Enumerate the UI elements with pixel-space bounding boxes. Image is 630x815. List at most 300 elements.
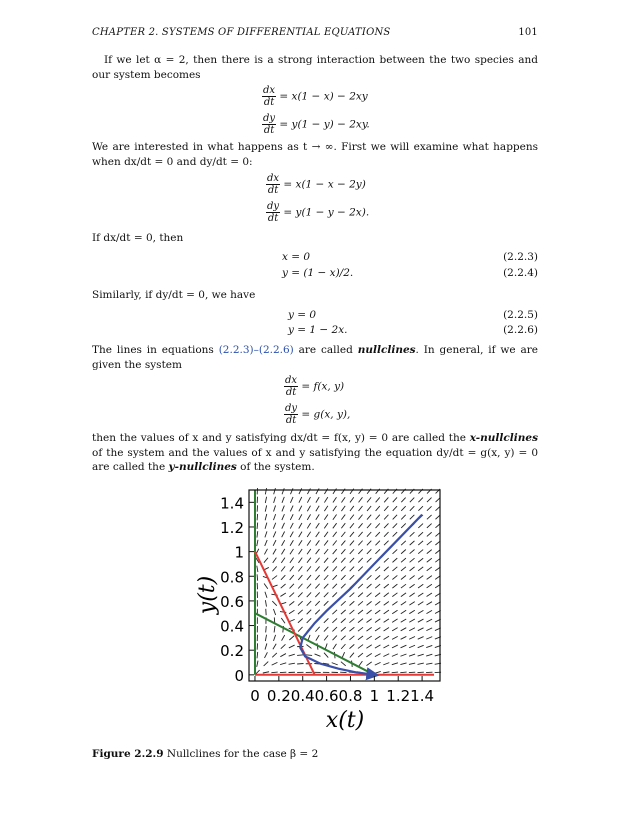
field-arrow bbox=[409, 584, 414, 588]
field-arrow bbox=[299, 488, 302, 494]
field-arrow bbox=[375, 627, 380, 631]
field-arrow bbox=[265, 505, 266, 511]
field-arrow bbox=[410, 567, 415, 571]
field-arrow bbox=[375, 549, 380, 553]
field-arrow bbox=[367, 549, 371, 554]
field-arrow bbox=[281, 618, 285, 623]
field-arrow bbox=[409, 610, 414, 613]
term-nullclines: nullclines bbox=[357, 344, 416, 356]
field-arrow bbox=[271, 672, 277, 673]
field-arrow bbox=[332, 584, 336, 589]
field-arrow bbox=[282, 523, 285, 529]
x-tick-label: 1.4 bbox=[410, 687, 435, 705]
field-arrow bbox=[376, 497, 380, 502]
field-arrow bbox=[265, 635, 266, 641]
field-arrow bbox=[307, 610, 312, 615]
field-arrow bbox=[349, 627, 354, 631]
field-arrow bbox=[272, 662, 278, 665]
field-arrow bbox=[290, 558, 294, 563]
field-arrow bbox=[400, 654, 406, 656]
field-arrow bbox=[418, 558, 423, 562]
field-arrow bbox=[376, 523, 380, 528]
field-arrow bbox=[264, 584, 268, 589]
field-arrow bbox=[298, 592, 302, 597]
field-arrow bbox=[257, 574, 258, 580]
field-arrow bbox=[401, 636, 407, 639]
field-arrow bbox=[298, 566, 302, 571]
field-arrow bbox=[409, 636, 415, 639]
field-arrow bbox=[333, 644, 337, 649]
field-arrow bbox=[418, 637, 424, 640]
field-arrow bbox=[358, 506, 362, 511]
x-tick-label: 0.2 bbox=[266, 687, 291, 705]
field-arrow bbox=[281, 558, 285, 563]
field-arrow bbox=[332, 610, 337, 614]
field-arrow bbox=[384, 532, 388, 537]
field-arrow bbox=[358, 584, 363, 588]
field-arrow bbox=[265, 600, 266, 606]
field-arrow bbox=[384, 584, 389, 588]
field-arrow bbox=[392, 602, 397, 606]
field-arrow bbox=[418, 541, 423, 545]
field-arrow bbox=[265, 531, 267, 537]
field-arrow bbox=[350, 497, 354, 502]
y-tick-label: 0.4 bbox=[220, 617, 244, 636]
field-arrow bbox=[281, 584, 286, 588]
field-arrow bbox=[266, 626, 267, 632]
field-arrow bbox=[367, 593, 372, 597]
field-arrow bbox=[265, 523, 267, 529]
field-arrow bbox=[315, 584, 319, 589]
field-arrow bbox=[367, 584, 372, 588]
system-2-eq1: $\frac{dx}{dt}$ = x(1 − x − 2y) bbox=[267, 173, 366, 196]
field-arrow bbox=[298, 558, 302, 563]
field-arrow bbox=[272, 601, 277, 606]
field-arrow bbox=[426, 637, 432, 640]
field-arrow bbox=[409, 619, 415, 622]
field-arrow bbox=[281, 549, 284, 554]
field-arrow bbox=[418, 619, 424, 622]
field-arrow bbox=[298, 601, 303, 605]
field-arrow bbox=[400, 663, 406, 665]
field-arrow bbox=[265, 592, 267, 598]
field-arrow bbox=[384, 575, 389, 579]
field-arrow bbox=[418, 645, 424, 647]
field-arrow bbox=[257, 652, 258, 658]
system-1-eq2: $\frac{dy}{dt}$ = y(1 − y) − 2xy. bbox=[263, 113, 370, 136]
field-arrow bbox=[384, 523, 388, 528]
field-arrow bbox=[307, 523, 310, 528]
field-arrow bbox=[272, 566, 276, 571]
y-tick-label: 0.6 bbox=[220, 592, 244, 611]
field-arrow bbox=[273, 644, 276, 649]
field-arrow bbox=[410, 506, 414, 511]
field-arrow bbox=[307, 514, 310, 519]
field-arrow bbox=[384, 497, 388, 502]
field-arrow bbox=[298, 575, 302, 580]
field-arrow bbox=[427, 567, 432, 571]
field-arrow bbox=[282, 532, 285, 538]
paragraph-2: We are interested in what happens as t → ∞. First we will examine what happens when dx/dt = 0 and dy/dt = 0: bbox=[92, 141, 538, 168]
field-arrow bbox=[350, 653, 354, 658]
field-arrow bbox=[273, 523, 275, 529]
field-arrow bbox=[366, 653, 371, 656]
field-arrow bbox=[392, 628, 398, 631]
field-arrow bbox=[333, 515, 337, 520]
field-arrow bbox=[350, 567, 354, 572]
field-arrow bbox=[316, 532, 320, 537]
field-arrow bbox=[384, 558, 389, 562]
field-arrow bbox=[341, 601, 346, 605]
field-arrow bbox=[307, 575, 311, 580]
field-arrow bbox=[427, 593, 432, 596]
field-arrow bbox=[409, 628, 415, 631]
field-arrow bbox=[341, 636, 346, 640]
field-arrow bbox=[418, 610, 423, 613]
field-arrow bbox=[384, 506, 388, 511]
field-arrow bbox=[341, 506, 345, 511]
field-arrow bbox=[316, 497, 319, 503]
field-arrow bbox=[367, 506, 371, 511]
field-arrow bbox=[375, 662, 381, 665]
field-arrow bbox=[350, 558, 354, 563]
field-arrow bbox=[273, 609, 275, 615]
field-arrow bbox=[324, 592, 328, 597]
system-3-eq1: $\frac{dx}{dt}$ = f(x, y) bbox=[285, 375, 345, 398]
field-arrow bbox=[265, 497, 266, 503]
field-arrow bbox=[315, 601, 319, 606]
field-arrow bbox=[298, 584, 302, 589]
field-arrow bbox=[384, 601, 389, 605]
field-arrow bbox=[315, 592, 319, 597]
field-arrow bbox=[418, 576, 423, 580]
field-arrow bbox=[393, 523, 397, 528]
field-arrow bbox=[375, 575, 380, 579]
field-arrow bbox=[409, 654, 415, 656]
field-arrow bbox=[350, 506, 354, 511]
field-arrow bbox=[349, 619, 354, 623]
field-arrow bbox=[341, 532, 345, 537]
field-arrow bbox=[375, 532, 379, 537]
field-arrow bbox=[366, 645, 371, 649]
field-arrow bbox=[426, 619, 432, 622]
field-arrow bbox=[418, 654, 424, 656]
field-arrow bbox=[427, 532, 432, 536]
field-arrow bbox=[409, 645, 415, 647]
field-arrow bbox=[324, 523, 328, 528]
field-arrow bbox=[410, 515, 415, 519]
field-arrow bbox=[316, 540, 320, 545]
field-arrow bbox=[358, 549, 362, 554]
field-arrow bbox=[257, 566, 258, 572]
field-arrow bbox=[375, 671, 381, 673]
field-arrow bbox=[366, 662, 371, 666]
field-arrow bbox=[392, 593, 397, 597]
field-arrow bbox=[341, 558, 345, 563]
field-arrow bbox=[290, 532, 293, 538]
field-arrow bbox=[427, 550, 432, 554]
field-arrow bbox=[358, 515, 362, 520]
field-arrow bbox=[299, 532, 302, 537]
field-arrow bbox=[272, 653, 277, 657]
y-tick-label: 0 bbox=[234, 666, 244, 685]
field-arrow bbox=[274, 497, 276, 503]
field-arrow bbox=[350, 541, 354, 546]
field-arrow bbox=[299, 540, 302, 545]
x-tick-label: 0.8 bbox=[338, 687, 363, 705]
field-arrow bbox=[392, 672, 398, 673]
y-tick-label: 1.2 bbox=[220, 518, 244, 537]
field-arrow bbox=[350, 523, 354, 528]
field-arrow bbox=[367, 558, 372, 562]
field-arrow bbox=[401, 506, 405, 511]
field-arrow bbox=[273, 549, 276, 555]
field-arrow bbox=[333, 532, 337, 537]
field-arrow bbox=[307, 488, 310, 494]
field-arrow bbox=[384, 636, 390, 639]
field-arrow bbox=[307, 618, 312, 623]
field-arrow bbox=[316, 635, 319, 640]
field-arrow bbox=[376, 506, 380, 511]
system-1-eq1: $\frac{dx}{dt}$ = x(1 − x) − 2xy bbox=[263, 85, 368, 108]
field-arrow bbox=[367, 601, 372, 605]
field-arrow bbox=[401, 498, 405, 503]
equation-reference-link[interactable]: (2.2.3)–(2.2.6) bbox=[218, 344, 294, 356]
field-arrow bbox=[418, 584, 423, 588]
field-arrow bbox=[401, 610, 406, 613]
field-arrow bbox=[306, 655, 312, 656]
field-arrow bbox=[418, 628, 424, 631]
field-arrow bbox=[282, 488, 284, 494]
field-arrow bbox=[273, 635, 275, 641]
field-arrow bbox=[341, 619, 346, 623]
field-arrow bbox=[401, 558, 406, 562]
field-arrow bbox=[298, 610, 303, 614]
field-arrow bbox=[418, 663, 424, 664]
field-arrow bbox=[282, 506, 284, 512]
paragraph-5: The lines in equations (2.2.3)–(2.2.6) are called nullclines. In general, if we are given the system bbox=[92, 344, 538, 371]
field-arrow bbox=[324, 497, 327, 502]
equation-2-2-4: y = (1 − x)/2. bbox=[282, 267, 354, 279]
field-arrow bbox=[401, 593, 406, 597]
field-arrow bbox=[341, 610, 346, 614]
field-arrow bbox=[349, 636, 354, 640]
field-arrow bbox=[282, 635, 285, 641]
field-arrow bbox=[324, 514, 328, 519]
paragraph-6: then the values of x and y satisfying dx/dt = f(x, y) = 0 are called the x-nullclines of the system and the values of x and y satisfying the equation dy/dt = g(x, y) = 0 are called the y-nullclines of the system. bbox=[92, 432, 538, 474]
field-arrow bbox=[273, 514, 275, 520]
field-arrow bbox=[410, 576, 415, 580]
field-arrow bbox=[289, 636, 294, 640]
field-arrow bbox=[289, 654, 295, 656]
field-arrow bbox=[418, 602, 423, 605]
system-2-eq2: $\frac{dy}{dt}$ = y(1 − y − 2x). bbox=[267, 201, 370, 224]
figure-caption: Figure 2.2.9 Nullclines for the case β = 2 bbox=[92, 748, 319, 760]
field-arrow bbox=[393, 506, 397, 511]
field-arrow bbox=[282, 540, 285, 546]
field-arrow bbox=[375, 610, 380, 614]
field-arrow bbox=[375, 654, 381, 657]
field-arrow bbox=[316, 506, 319, 511]
field-arrow bbox=[427, 506, 432, 510]
field-arrow bbox=[274, 488, 276, 494]
field-arrow bbox=[427, 498, 432, 502]
field-arrow bbox=[358, 610, 363, 614]
field-arrow bbox=[307, 584, 311, 589]
field-arrow bbox=[342, 652, 345, 658]
field-arrow bbox=[280, 593, 285, 596]
field-arrow bbox=[307, 549, 311, 554]
field-arrow bbox=[384, 610, 389, 614]
field-arrow bbox=[307, 497, 310, 503]
field-arrow bbox=[297, 655, 303, 656]
field-arrow bbox=[383, 663, 389, 665]
field-arrow bbox=[333, 540, 337, 545]
field-arrow bbox=[427, 602, 432, 605]
field-arrow bbox=[333, 558, 337, 563]
field-arrow bbox=[257, 661, 258, 667]
field-arrow bbox=[324, 584, 328, 589]
field-arrow bbox=[410, 498, 414, 503]
field-arrow bbox=[383, 672, 389, 673]
field-arrow bbox=[290, 497, 293, 503]
field-arrow bbox=[341, 489, 345, 494]
field-arrow bbox=[290, 488, 293, 494]
field-arrow bbox=[358, 645, 363, 649]
field-arrow bbox=[257, 531, 258, 537]
field-arrow bbox=[358, 627, 363, 631]
field-arrow bbox=[366, 636, 371, 640]
field-arrow bbox=[410, 550, 415, 554]
field-arrow bbox=[392, 567, 397, 571]
field-arrow bbox=[333, 549, 337, 554]
field-arrow bbox=[307, 558, 311, 563]
field-arrow bbox=[265, 514, 267, 520]
field-arrow bbox=[349, 610, 354, 614]
field-arrow bbox=[290, 514, 293, 520]
field-arrow bbox=[401, 576, 406, 580]
field-arrow bbox=[401, 541, 406, 545]
field-arrow bbox=[289, 610, 294, 613]
field-arrow bbox=[409, 593, 414, 597]
field-arrow bbox=[418, 593, 423, 597]
y-tick-label: 1.4 bbox=[220, 494, 244, 513]
term-y-nullclines: y-nullclines bbox=[168, 461, 237, 474]
field-arrow bbox=[367, 532, 371, 537]
field-arrow bbox=[290, 549, 294, 554]
field-arrow bbox=[409, 602, 414, 606]
field-arrow bbox=[358, 653, 363, 657]
field-arrow bbox=[265, 643, 267, 649]
field-arrow bbox=[418, 567, 423, 571]
field-arrow bbox=[393, 532, 398, 536]
field-arrow bbox=[392, 636, 398, 639]
eqnum-2-2-3: (2.2.3) bbox=[503, 251, 538, 263]
field-arrow bbox=[384, 567, 389, 571]
field-arrow bbox=[263, 672, 269, 673]
field-arrow bbox=[393, 549, 398, 553]
field-arrow bbox=[409, 663, 415, 664]
x-tick-label: 0.4 bbox=[290, 687, 315, 705]
field-arrow bbox=[333, 523, 337, 528]
field-arrow bbox=[375, 567, 380, 571]
field-arrow bbox=[401, 515, 405, 520]
field-arrow bbox=[358, 532, 362, 537]
field-arrow bbox=[307, 540, 311, 545]
field-arrow bbox=[274, 505, 276, 511]
field-arrow bbox=[341, 575, 345, 580]
paragraph-3: If dx/dt = 0, then bbox=[92, 232, 184, 244]
field-arrow bbox=[426, 645, 432, 647]
field-arrow bbox=[341, 549, 345, 554]
field-arrow bbox=[280, 663, 286, 665]
field-arrow bbox=[341, 644, 345, 649]
field-arrow bbox=[324, 489, 327, 494]
field-arrow bbox=[401, 619, 406, 622]
field-arrow bbox=[358, 636, 363, 640]
field-arrow bbox=[341, 584, 346, 589]
field-arrow bbox=[290, 566, 294, 571]
field-arrow bbox=[375, 636, 380, 639]
field-arrow bbox=[359, 497, 363, 502]
system-3-eq2: $\frac{dy}{dt}$ = g(x, y), bbox=[285, 403, 351, 426]
field-arrow bbox=[367, 575, 372, 579]
field-arrow bbox=[401, 602, 406, 606]
field-arrow bbox=[392, 619, 397, 622]
field-arrow bbox=[393, 515, 397, 520]
field-arrow bbox=[324, 558, 328, 563]
field-arrow bbox=[282, 497, 284, 503]
field-arrow bbox=[299, 497, 302, 503]
field-arrow bbox=[324, 575, 328, 580]
field-arrow bbox=[324, 566, 328, 571]
field-arrow bbox=[273, 558, 277, 563]
field-arrow bbox=[350, 515, 354, 520]
field-arrow bbox=[324, 601, 329, 606]
field-arrow bbox=[333, 506, 337, 511]
field-arrow bbox=[290, 575, 294, 580]
field-arrow bbox=[383, 654, 389, 657]
field-arrow bbox=[324, 618, 329, 622]
field-arrow bbox=[375, 619, 380, 623]
field-arrow bbox=[427, 515, 432, 519]
field-arrow bbox=[401, 584, 406, 588]
field-arrow bbox=[367, 619, 372, 623]
field-arrow bbox=[358, 558, 362, 563]
field-arrow bbox=[306, 645, 311, 649]
eqnum-2-2-6: (2.2.6) bbox=[503, 324, 538, 336]
field-arrow bbox=[427, 558, 432, 562]
field-arrow bbox=[359, 661, 363, 666]
field-arrow bbox=[384, 593, 389, 597]
field-arrow bbox=[341, 627, 346, 631]
x-tick-label: 1.2 bbox=[386, 687, 411, 705]
field-arrow bbox=[392, 575, 397, 579]
field-arrow bbox=[393, 497, 397, 502]
field-arrow bbox=[410, 558, 415, 562]
field-arrow bbox=[290, 506, 293, 512]
field-arrow bbox=[358, 593, 363, 597]
field-arrow bbox=[426, 628, 432, 631]
field-arrow bbox=[392, 584, 397, 588]
equation-2-2-5: y = 0 bbox=[288, 309, 317, 321]
field-arrow bbox=[358, 567, 363, 571]
field-arrow bbox=[299, 514, 302, 520]
field-arrow bbox=[367, 515, 371, 520]
field-arrow bbox=[289, 663, 295, 664]
field-arrow bbox=[367, 497, 371, 502]
field-arrow bbox=[384, 628, 389, 631]
